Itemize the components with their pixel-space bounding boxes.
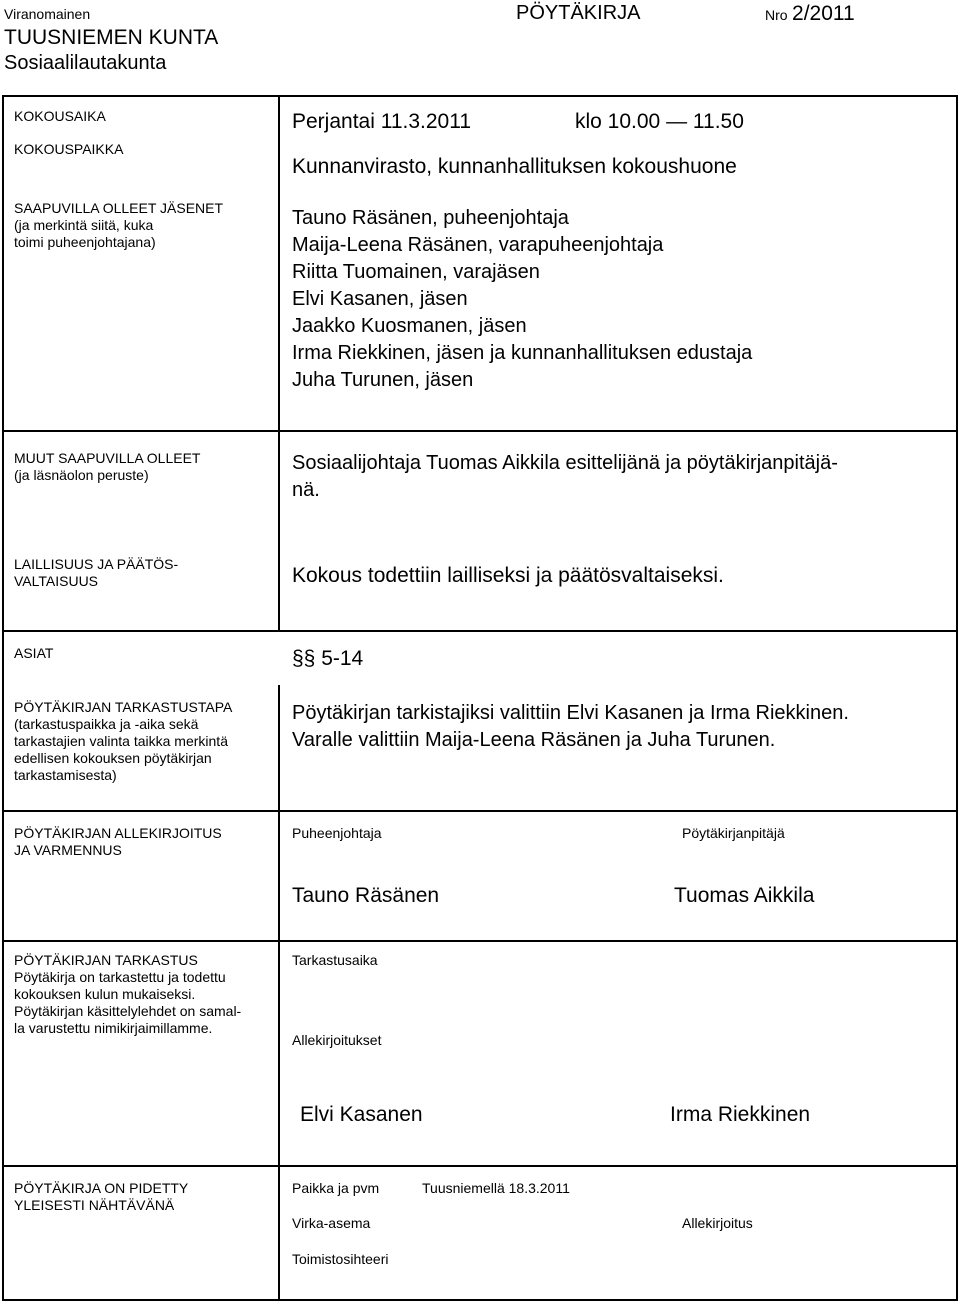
- document-type: PÖYTÄKIRJA: [516, 2, 641, 24]
- table-left-border: [2, 95, 4, 1301]
- column-divider: [278, 940, 280, 1165]
- row-divider: [2, 940, 958, 942]
- table-bottom-border: [2, 1299, 958, 1301]
- legality-label: LAILLISUUS JA PÄÄTÖS- VALTAISUUS: [14, 556, 179, 589]
- members-label: SAAPUVILLA OLLEET JÄSENET (ja merkintä siitä, kuka toimi puheenjohtajana): [14, 200, 224, 250]
- row-divider: [2, 630, 958, 632]
- office-secretary: Toimistosihteeri: [292, 1251, 389, 1267]
- table-right-border: [956, 95, 958, 1301]
- authority-label: Viranomainen: [4, 6, 91, 22]
- municipality-name: TUUSNIEMEN KUNTA: [4, 26, 219, 49]
- other-attendees-label: MUUT SAAPUVILLA OLLEET (ja läsnäolon peruste): [14, 450, 201, 483]
- meeting-time: klo 10.00 — 11.50: [575, 110, 744, 133]
- meeting-place: Kunnanvirasto, kunnanhallituksen kokoushuone: [292, 155, 737, 178]
- secretary-role: Pöytäkirjanpitäjä: [682, 825, 785, 841]
- column-divider: [278, 430, 280, 630]
- list-item: Jaakko Kuosmanen, jäsen: [292, 315, 527, 337]
- reviewer-name-1: Elvi Kasanen: [300, 1103, 423, 1126]
- signature-field-label: Allekirjoitus: [682, 1215, 753, 1231]
- place-date-label: Paikka ja pvm: [292, 1180, 380, 1196]
- row-divider: [2, 430, 958, 432]
- number-value: 2/2011: [792, 2, 855, 25]
- list-item: Juha Turunen, jäsen: [292, 369, 474, 391]
- review-label: PÖYTÄKIRJAN TARKASTUS Pöytäkirja on tarkastettu ja todettu kokouksen kulun mukaiseksi. Pöytäkirjan käsittelylehdet on samal- la varustettu nimikirjaimillamme.: [14, 952, 242, 1036]
- chair-name: Tauno Räsänen: [292, 884, 440, 907]
- other-attendees: Sosiaalijohtaja Tuomas Aikkila esittelijänä ja pöytäkirjanpitäjä- nä.: [292, 452, 838, 501]
- place-date-value: Tuusniemellä 18.3.2011: [422, 1180, 570, 1196]
- document-number: [765, 2, 855, 26]
- items-range: §§ 5-14: [292, 647, 364, 670]
- meeting-place-label: KOKOUSPAIKKA: [14, 141, 124, 157]
- review-signatures-label: Allekirjoitukset: [292, 1032, 382, 1048]
- column-divider: [278, 95, 280, 430]
- review-time-label: Tarkastusaika: [292, 952, 378, 968]
- list-item: Maija-Leena Räsänen, varapuheenjohtaja: [292, 234, 664, 256]
- secretary-name: Tuomas Aikkila: [674, 884, 815, 907]
- board-name: Sosiaalilautakunta: [4, 52, 167, 74]
- meeting-time-label: KOKOUSAIKA: [14, 108, 106, 124]
- members-list: [292, 205, 752, 394]
- chair-role: Puheenjohtaja: [292, 825, 382, 841]
- row-divider: [2, 1165, 958, 1167]
- list-item: Elvi Kasanen, jäsen: [292, 288, 468, 310]
- column-divider: [278, 810, 280, 940]
- signature-label: PÖYTÄKIRJAN ALLEKIRJOITUS JA VARMENNUS: [14, 825, 222, 858]
- list-item: Irma Riekkinen, jäsen ja kunnanhallituksen edustaja: [292, 342, 753, 364]
- review-method-label: PÖYTÄKIRJAN TARKASTUSTAPA (tarkastuspaikka ja -aika sekä tarkastajien valinta taikka merkintä edellisen kokouksen pöytäkirjan tarkastamisesta): [14, 699, 233, 783]
- position-label: Virka-asema: [292, 1215, 371, 1231]
- items-label: ASIAT: [14, 645, 54, 661]
- meeting-date: Perjantai 11.3.2011: [292, 110, 472, 133]
- public-display-label: PÖYTÄKIRJA ON PIDETTY YLEISESTI NÄHTÄVÄNÄ: [14, 1180, 189, 1213]
- reviewer-name-2: Irma Riekkinen: [670, 1103, 811, 1126]
- list-item: Tauno Räsänen, puheenjohtaja: [292, 207, 569, 229]
- column-divider: [278, 1165, 280, 1301]
- review-method: Pöytäkirjan tarkistajiksi valittiin Elvi Kasanen ja Irma Riekkinen. Varalle valittiin Maija-Leena Räsänen ja Juha Turunen.: [292, 702, 849, 751]
- number-label: Nro: [765, 7, 788, 23]
- row-divider: [2, 810, 958, 812]
- list-item: Riitta Tuomainen, varajäsen: [292, 261, 540, 283]
- table-top-border: [2, 95, 958, 97]
- column-divider: [278, 685, 280, 810]
- legality-statement: Kokous todettiin lailliseksi ja päätösvaltaiseksi.: [292, 564, 724, 587]
